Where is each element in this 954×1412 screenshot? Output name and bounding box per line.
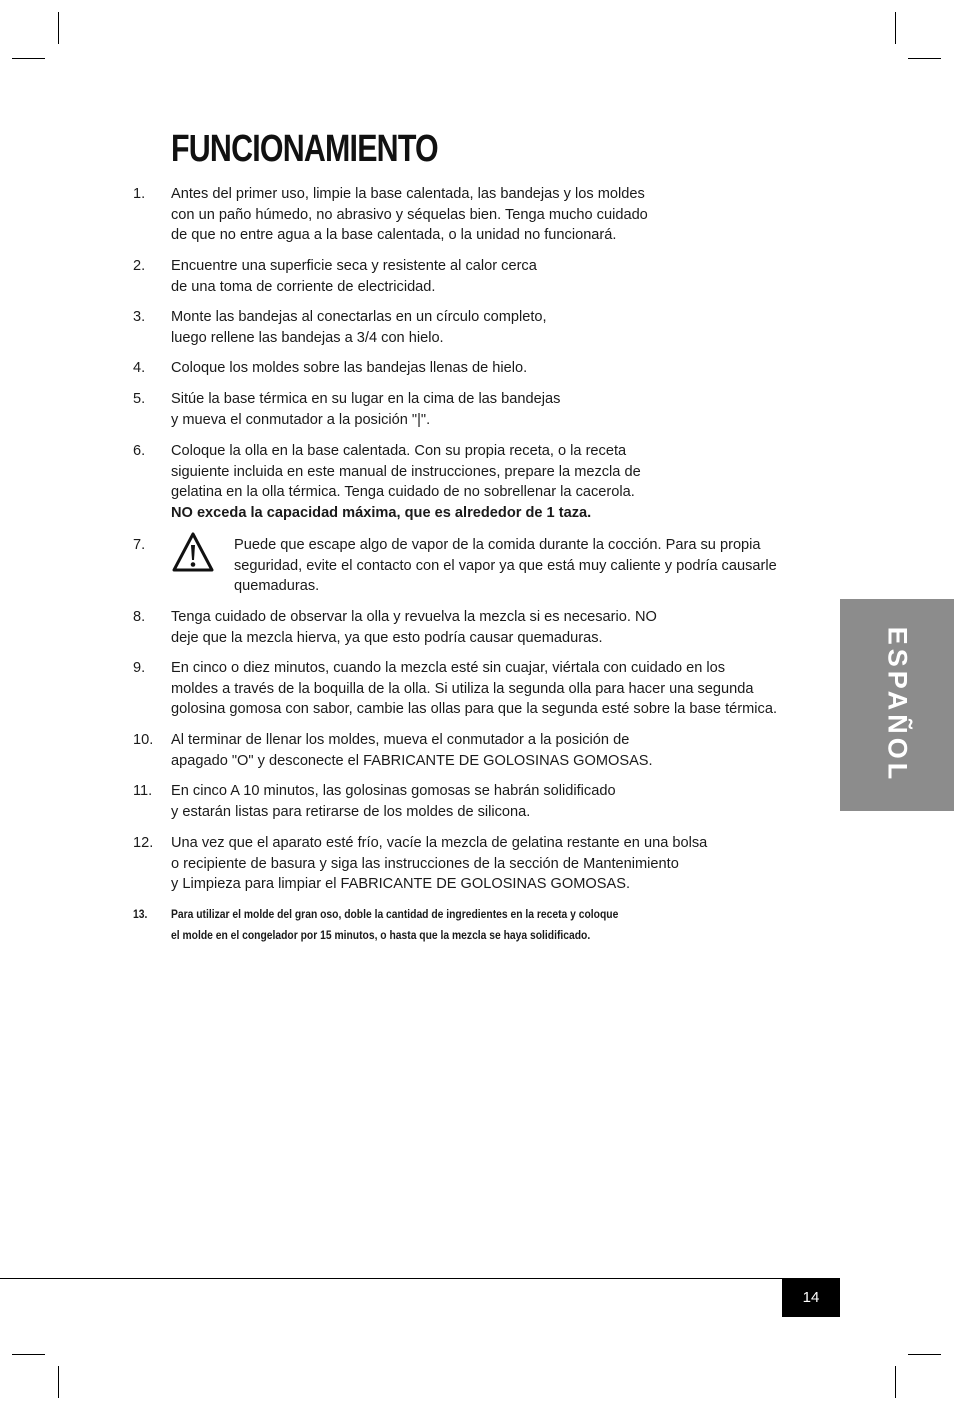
- step-line: y estarán listas para retirarse de los moldes de silicona.: [171, 803, 531, 820]
- language-tab: [840, 599, 954, 811]
- step-line: Coloque la olla en la base calentada. Con su propia receta, o la receta: [171, 443, 627, 459]
- crop-mark: [58, 12, 59, 44]
- step-number: 1.: [133, 186, 146, 202]
- step-line: siguiente incluida en este manual de instrucciones, prepare la mezcla de: [171, 463, 641, 480]
- step-line: y mueva el conmutador a la posición "|".: [171, 411, 431, 428]
- step-text: [171, 730, 831, 771]
- step-number: 3.: [133, 309, 146, 325]
- step-number: 4.: [133, 360, 146, 376]
- step-text: [234, 535, 834, 597]
- crop-mark: [908, 58, 941, 59]
- crop-mark: [12, 1354, 45, 1355]
- step-line: de que no entre agua a la base calentada, o la unidad no funcionará.: [171, 227, 617, 243]
- page-number-label: 14: [802, 1289, 820, 1306]
- step-number: 2.: [133, 258, 146, 274]
- crop-mark: [908, 1354, 941, 1355]
- step-line: con un paño húmedo, no abrasivo y séquelas bien. Tenga mucho cuidado: [171, 206, 648, 223]
- step-line: quemaduras.: [234, 578, 320, 594]
- step-line: Antes del primer uso, limpie la base calentada, las bandejas y los moldes: [171, 186, 645, 202]
- crop-mark: [895, 12, 896, 44]
- step-text: [171, 904, 831, 946]
- step-line: luego rellene las bandejas a 3/4 con hielo.: [171, 329, 444, 346]
- step-line: seguridad, evite el contacto con el vapor ya que está muy caliente y podría causarle: [234, 557, 777, 574]
- step-text: [171, 184, 831, 246]
- crop-mark: [58, 1366, 59, 1398]
- step-text: [171, 441, 831, 523]
- step-line: Sitúe la base térmica en su lugar en la cima de las bandejas: [171, 391, 561, 407]
- step-number: 5.: [133, 391, 146, 407]
- step-text: [171, 307, 831, 348]
- step-text: [171, 389, 831, 430]
- step-line: apagado "O" y desconecte el FABRICANTE DE GOLOSINAS GOMOSAS.: [171, 752, 653, 769]
- crop-mark: [12, 58, 45, 59]
- step-line: y Limpieza para limpiar el FABRICANTE DE GOLOSINAS GOMOSAS.: [171, 876, 631, 892]
- step-text: [171, 781, 831, 822]
- footer-rule: [0, 1278, 840, 1279]
- step-text: [171, 358, 831, 379]
- step-line: Para utilizar el molde del gran oso, doble la cantidad de ingredientes en la receta y coloque: [171, 907, 619, 921]
- step-line: Encuentre una superficie seca y resistente al calor cerca: [171, 258, 537, 274]
- step-line: Monte las bandejas al conectarlas en un círculo completo,: [171, 309, 547, 325]
- step-line: o recipiente de basura y siga las instrucciones de la sección de Mantenimiento: [171, 855, 679, 872]
- step-text: [171, 833, 831, 895]
- step-line: Puede que escape algo de vapor de la comida durante la cocción. Para su propia: [234, 537, 761, 553]
- step-number: 12.: [133, 835, 154, 851]
- step-line: el molde en el congelador por 15 minutos, o hasta que la mezcla se haya solidificado.: [171, 928, 591, 942]
- step-text: [171, 658, 831, 720]
- step-number: 8.: [133, 609, 146, 625]
- language-tab-label: ESPAÑOL: [882, 626, 913, 784]
- step-text: [171, 256, 831, 297]
- step-line: de una toma de corriente de electricidad.: [171, 278, 436, 295]
- step-number: 13.: [133, 907, 148, 921]
- step-number: 10.: [133, 732, 154, 748]
- step-line: Tenga cuidado de observar la olla y revuelva la mezcla si es necesario. NO: [171, 609, 657, 625]
- step-line: Coloque los moldes sobre las bandejas llenas de hielo.: [171, 360, 528, 376]
- step-line: gelatina en la olla térmica. Tenga cuidado de no sobrellenar la cacerola.: [171, 484, 635, 500]
- step-number: 7.: [133, 537, 146, 553]
- step-line: En cinco A 10 minutos, las golosinas gomosas se habrán solidificado: [171, 783, 616, 799]
- capacity-warning: NO exceda la capacidad máxima, que es alrededor de 1 taza.: [171, 504, 592, 521]
- step-line: Al terminar de llenar los moldes, mueva el conmutador a la posición de: [171, 732, 630, 748]
- step-text: [171, 607, 831, 648]
- step-line: deje que la mezcla hierva, ya que esto podría causar quemaduras.: [171, 629, 603, 646]
- page-number: [782, 1278, 840, 1317]
- step-number: 9.: [133, 660, 146, 676]
- step-number: 11.: [133, 783, 153, 799]
- crop-mark: [895, 1366, 896, 1398]
- step-line: moldes a través de la boquilla de la olla. Si utiliza la segunda olla para hacer una segunda: [171, 680, 754, 697]
- step-line: En cinco o diez minutos, cuando la mezcla esté sin cuajar, viértala con cuidado en los: [171, 660, 726, 676]
- step-number: 6.: [133, 443, 146, 459]
- warning-triangle-icon: [171, 531, 215, 573]
- step-line: Una vez que el aparato esté frío, vacíe la mezcla de gelatina restante en una bolsa: [171, 835, 708, 851]
- step-line: golosina gomosa con sabor, cambie las ollas para que la segunda esté sobre la base térmica.: [171, 701, 778, 717]
- page-title: FUNCIONAMIENTO: [171, 128, 438, 170]
